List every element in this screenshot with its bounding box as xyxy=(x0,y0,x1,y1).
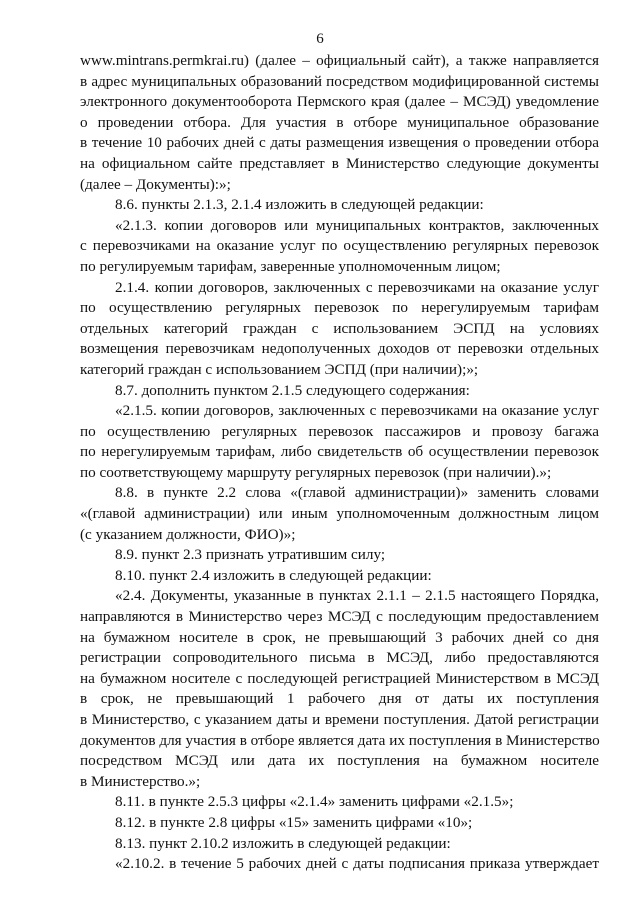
text-line: документов для участия в отборе является дата их поступления в Министерство xyxy=(80,731,600,749)
text-line: направляются в Министерство через МСЭД с последующим предоставлением xyxy=(80,608,599,626)
text-line: с перевозчиками на оказание услуг по осуществлению регулярных перевозок xyxy=(80,237,599,255)
text-line: (с указанием должности, ФИО)»; xyxy=(80,525,296,543)
text-line: «2.10.2. в течение 5 рабочих дней с даты подписания приказа утверждает xyxy=(115,855,599,873)
text-line: в срок, не превышающий 1 рабочего дня от даты их поступления xyxy=(80,690,599,708)
text-line: «2.1.3. копии договоров или муниципальных контрактов, заключенных xyxy=(115,216,599,234)
text-line: 8.13. пункт 2.10.2 изложить в следующей редакции: xyxy=(115,834,451,852)
text-line: «2.1.5. копии договоров, заключенных с перевозчиками на оказание услуг xyxy=(115,402,599,420)
text-line: отдельных категорий граждан с использованием ЭСПД на условиях xyxy=(80,319,599,337)
text-line: по осуществлению регулярных перевозок по нерегулируемым тарифам xyxy=(80,299,599,317)
text-line: (далее – Документы):»; xyxy=(80,175,231,193)
text-line: в Министерство.»; xyxy=(80,772,201,790)
text-line: «(главой администрации) или иным уполномоченным должностным лицом xyxy=(80,505,599,523)
text-line: www.mintrans.permkrai.ru) (далее – официальный сайт), а также направляется xyxy=(80,52,599,69)
text-line: регистрации сопроводительного письма в МСЭД, либо предоставляются xyxy=(80,649,599,667)
document-body xyxy=(80,51,599,875)
text-line: 8.7. дополнить пунктом 2.1.5 следующего содержания: xyxy=(115,381,470,399)
text-line: на бумажном носителе в срок, не превышающий 3 рабочих дней со дня xyxy=(80,628,599,646)
text-line: по регулируемым тарифам, заверенные уполномоченным лицом; xyxy=(80,257,501,275)
text-line: в адрес муниципальных образований посредством модифицированной системы xyxy=(80,72,599,90)
text-line: 8.8. в пункте 2.2 слова «(главой администрации)» заменить словами xyxy=(115,484,599,502)
text-line: на официальном сайте представляет в Министерство следующие документы xyxy=(80,154,599,172)
text-line: «2.4. Документы, указанные в пунктах 2.1.1 – 2.1.5 настоящего Порядка, xyxy=(115,587,599,605)
text-line: 8.12. в пункте 2.8 цифры «15» заменить цифрами «10»; xyxy=(115,813,473,831)
text-line: о проведении отбора. Для участия в отборе муниципальное образование xyxy=(80,113,599,131)
text-line: 8.6. пункты 2.1.3, 2.1.4 изложить в следующей редакции: xyxy=(115,196,484,214)
text-line: возмещения перевозчикам недополученных доходов от перевозки отдельных xyxy=(80,340,599,358)
text-line: категорий граждан с использованием ЭСПД (при наличии);»; xyxy=(80,360,479,378)
text-line: по осуществлению регулярных перевозок пассажиров и провозу багажа xyxy=(80,422,599,440)
text-line: 8.10. пункт 2.4 изложить в следующей редакции: xyxy=(115,566,432,584)
text-line: электронного документооборота Пермского края (далее – МСЭД) уведомление xyxy=(80,93,599,111)
text-line: посредством МСЭД или дата их поступления на бумажном носителе xyxy=(80,752,599,770)
text-line: 8.9. пункт 2.3 признать утратившим силу; xyxy=(115,546,386,564)
text-line: на бумажном носителе с последующей регистрацией Министерством в МСЭД xyxy=(80,669,599,687)
text-line: 2.1.4. копии договоров, заключенных с перевозчиками на оказание услуг xyxy=(115,278,599,296)
text-line: по соответствующему маршруту регулярных перевозок (при наличии).»; xyxy=(80,463,552,481)
text-line: в Министерство, с указанием даты и времени поступления. Датой регистрации xyxy=(80,711,599,728)
page-number: 6 xyxy=(316,31,324,47)
text-line: 8.11. в пункте 2.5.3 цифры «2.1.4» заменить цифрами «2.1.5»; xyxy=(115,793,514,811)
text-line: в течение 10 рабочих дней с даты размещения извещения о проведении отбора xyxy=(80,134,599,152)
text-line: по нерегулируемым тарифам, либо свидетельств об осуществлении перевозок xyxy=(80,443,599,461)
